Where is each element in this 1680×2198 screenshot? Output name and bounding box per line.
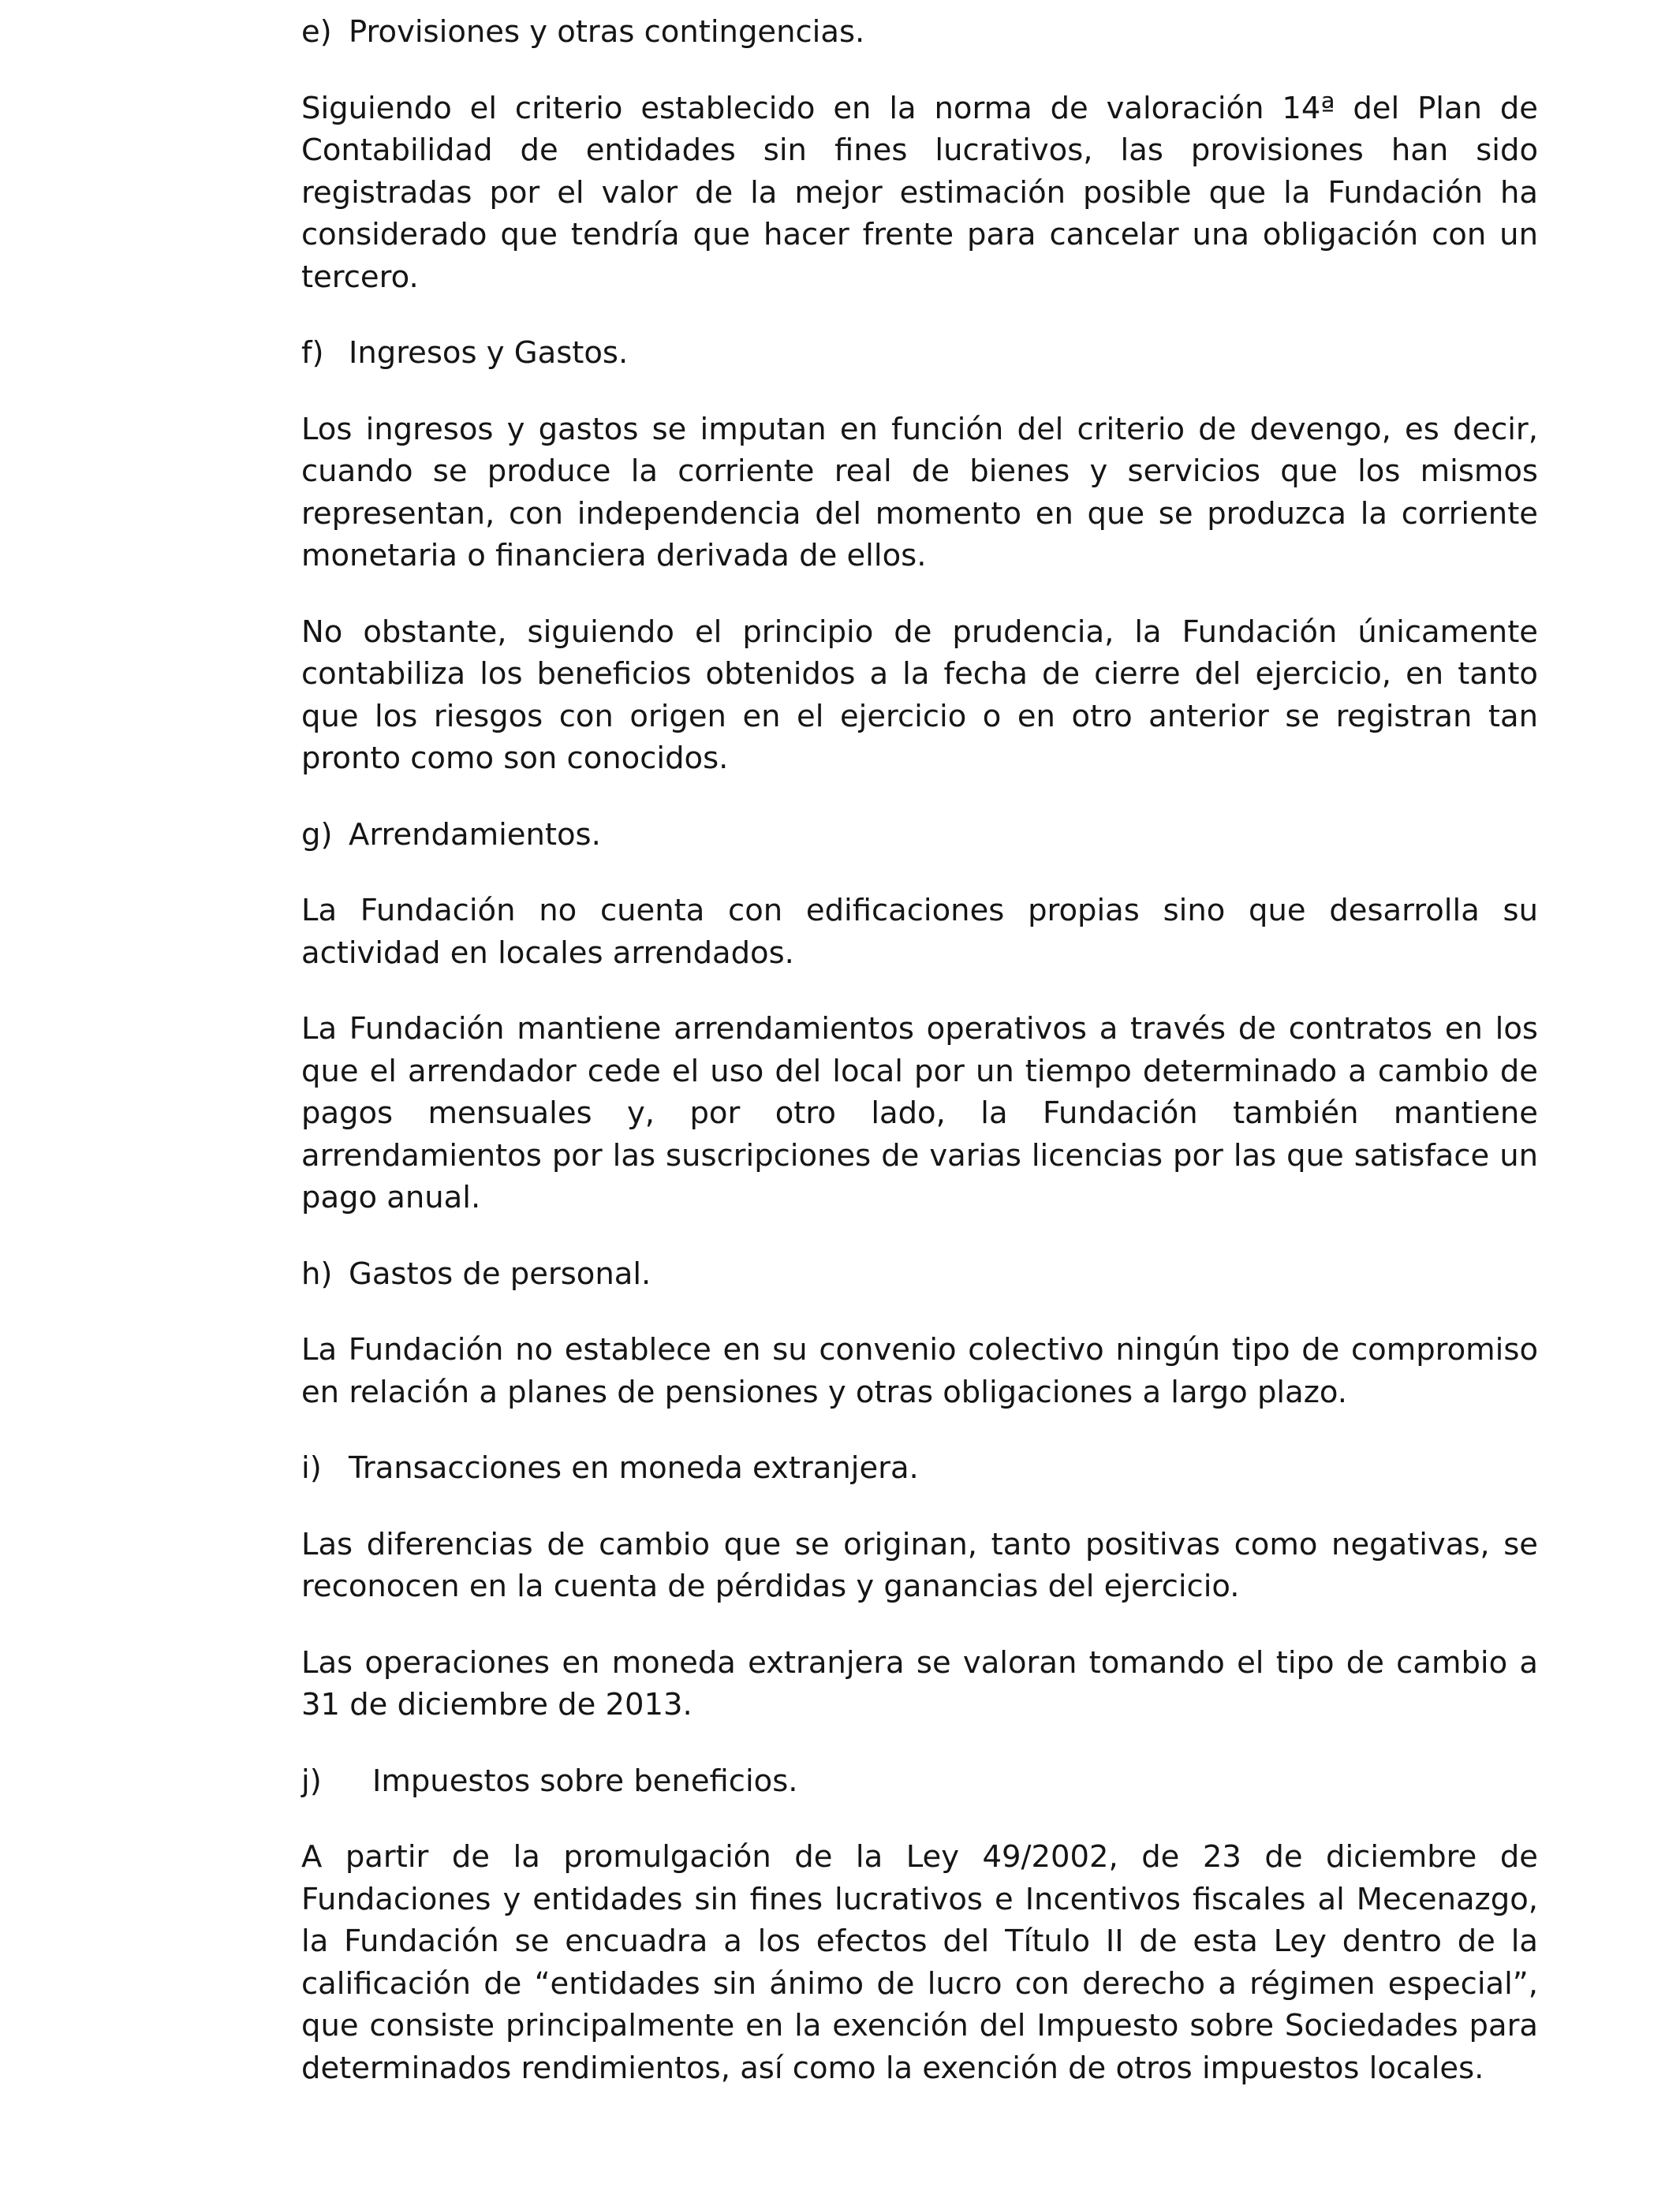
section-title: Impuestos sobre beneficios. (372, 1763, 798, 1799)
section-title: Arrendamientos. (349, 816, 601, 853)
paragraph: Siguiendo el criterio establecido en la norma de valoración 14ª del Plan de Contabilidad de entidades sin fines lucrativos, las provisiones han sido registradas por el valor de la mejor estimación posible que la Fundación ha considerado que tendría que hacer frente para cancelar una obligación con un tercero. (301, 90, 1538, 295)
section-marker: j) (301, 1763, 322, 1799)
section-heading-h (301, 1253, 1538, 1296)
document-page (301, 11, 1538, 2123)
section-title: Ingresos y Gastos. (349, 335, 629, 371)
paragraph: No obstante, siguiendo el principio de prudencia, la Fundación únicamente contabiliza los beneficios obtenidos a la fecha de cierre del ejercicio, en tanto que los riesgos con origen en el ejercicio o en otro anterior se registran tan pronto como son conocidos. (301, 614, 1538, 776)
section-heading-i (301, 1447, 1538, 1490)
section-heading-e (301, 11, 1538, 54)
paragraph: Las diferencias de cambio que se originan, tanto positivas como negativas, se reconocen en la cuenta de pérdidas y ganancias del ejercicio. (301, 1526, 1538, 1604)
section-heading-f (301, 332, 1538, 375)
section-heading-g (301, 814, 1538, 856)
section-title: Gastos de personal. (349, 1256, 651, 1292)
section-marker: g) (301, 816, 333, 853)
section-heading-j (301, 1760, 1538, 1803)
section-marker: i) (301, 1450, 322, 1486)
paragraph: A partir de la promulgación de la Ley 49/2002, de 23 de diciembre de Fundaciones y entidades sin fines lucrativos e Incentivos fiscales al Mecenazgo, la Fundación se encuadra a los efectos del Título II de esta Ley dentro de la calificación de “entidades sin ánimo de lucro con derecho a régimen especial”, que consiste principalmente en la exención del Impuesto sobre Sociedades para determinados rendimientos, así como la exención de otros impuestos locales. (301, 1839, 1538, 2086)
section-marker: h) (301, 1256, 333, 1292)
paragraph: Las operaciones en moneda extranjera se valoran tomando el tipo de cambio a 31 de diciembre de 2013. (301, 1644, 1538, 1722)
paragraph: La Fundación no cuenta con edificaciones propias sino que desarrolla su actividad en locales arrendados. (301, 893, 1538, 971)
section-title: Provisiones y otras contingencias. (349, 14, 865, 50)
section-marker: f) (301, 335, 324, 371)
section-title: Transacciones en moneda extranjera. (349, 1450, 919, 1486)
paragraph: La Fundación no establece en su convenio colectivo ningún tipo de compromiso en relación a planes de pensiones y otras obligaciones a largo plazo. (301, 1332, 1538, 1410)
paragraph: Los ingresos y gastos se imputan en función del criterio de devengo, es decir, cuando se produce la corriente real de bienes y servicios que los mismos representan, con independencia del momento en que se produzca la corriente monetaria o financiera derivada de ellos. (301, 411, 1538, 573)
section-marker: e) (301, 14, 332, 50)
paragraph: La Fundación mantiene arrendamientos operativos a través de contratos en los que el arrendador cede el uso del local por un tiempo determinado a cambio de pagos mensuales y, por otro lado, la Fundación también mantiene arrendamientos por las suscripciones de varias licencias por las que satisface un pago anual. (301, 1011, 1538, 1215)
